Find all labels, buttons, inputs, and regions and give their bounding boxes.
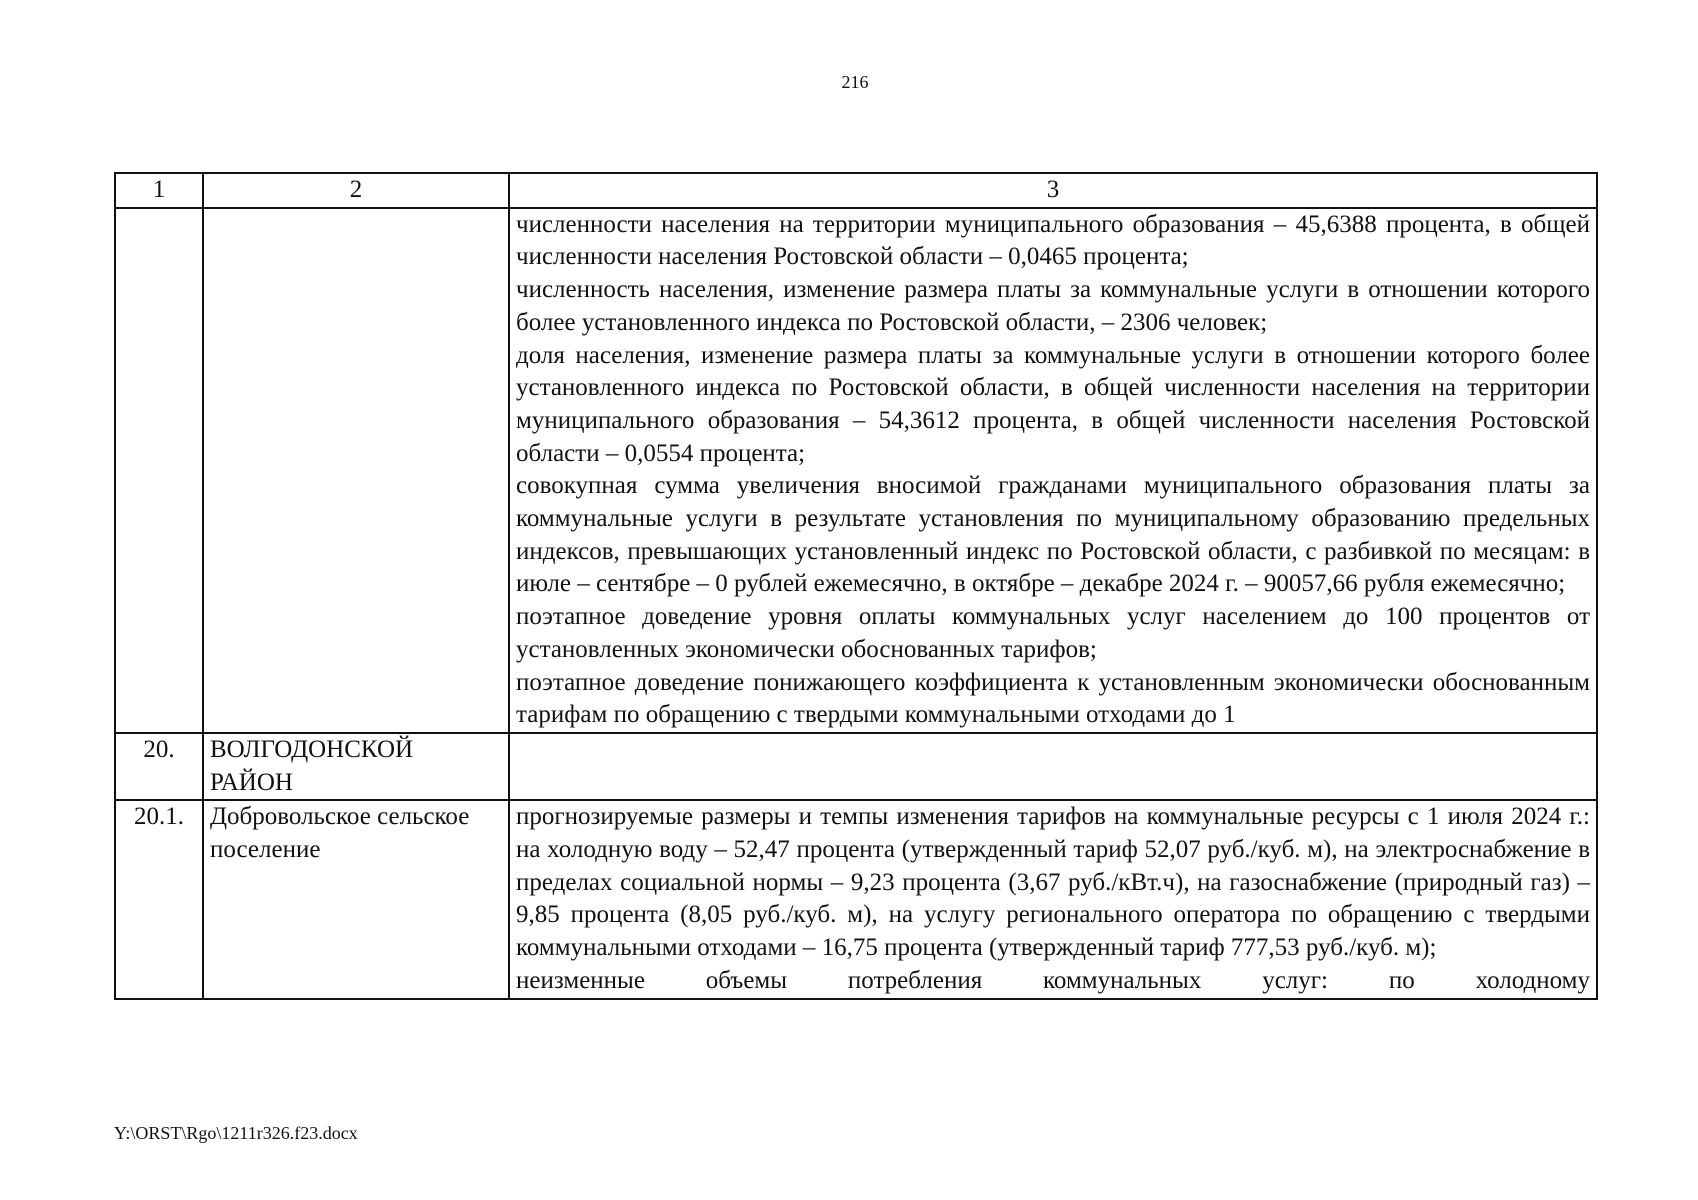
column-header-3: 3 (509, 173, 1597, 208)
district-text (509, 733, 1597, 800)
paragraph: совокупная сумма увеличения вносимой гражданами муниципального образования платы за коммунальные услуги в результате установления по муниципальному образованию предельных индексов, превышающих установленный индекс по Ростовской области, с разбивкой по месяцам: в июле – сентябре – 0 рублей ежемесячно, в октябре – декабре 2024 г. – 90057,66 рубля ежемесячно; (516, 472, 1590, 598)
paragraph: поэтапное доведение понижающего коэффициента к установленным экономически обоснованным тарифам по обращению с твердыми коммунальными отходами до 1 (516, 668, 1590, 729)
table-header-row (115, 173, 1597, 208)
paragraph: неизменные объемы потребления коммунальных услуг: по холодному (516, 966, 1590, 994)
table-row-continuation (115, 208, 1597, 733)
page-number: 216 (841, 72, 869, 92)
district-number: 20. (115, 733, 203, 800)
settlement-text-cell (509, 800, 1597, 998)
paragraph: прогнозируемые размеры и темпы изменения тарифов на коммунальные ресурсы с 1 июля 2024 г.: на холодную воду – 52,47 процента (утвержденный тариф 52,07 руб./куб. м), на электроснабжение в пределах социальной нормы – 9,23 процента (3,67 руб./кВт.ч), на газоснабжение (природный газ) – 9,85 процента (8,05 руб./куб. м), на услугу регионального оператора по обращению с твердыми коммунальными отходами – 16,75 процента (утвержденный тариф 777,53 руб./куб. м); (516, 803, 1590, 962)
settlement-number: 20.1. (115, 800, 203, 998)
document-table (114, 172, 1598, 1000)
paragraph: доля населения, изменение размера платы за коммунальные услуги в отношении которого более установленного индекса по Ростовской области, в общей численности населения на территории муниципального образования – 54,3612 процента, в общей численности населения Ростовской области – 0,0554 процента; (516, 341, 1590, 467)
table-row-district (115, 733, 1597, 800)
paragraph: численность населения, изменение размера платы за коммунальные услуги в отношении которого более установленного индекса по Ростовской области, – 2306 человек; (516, 276, 1590, 336)
paragraph: поэтапное доведение уровня оплаты коммунальных услуг населением до 100 процентов от установленных экономически обоснованных тарифов; (516, 603, 1590, 663)
table-row-settlement (115, 800, 1597, 998)
column-header-1: 1 (115, 173, 203, 208)
footer-file-path: Y:\ORST\Rgo\1211r326.f23.docx (114, 1123, 358, 1143)
settlement-name: Добровольское сельское поселение (203, 800, 509, 998)
paragraph: численности населения на территории муниципального образования – 45,6388 процента, в общей численности населения Ростовской области – 0,0465 процента; (516, 210, 1590, 271)
row-text-cell (509, 208, 1597, 733)
row-name-cell (203, 208, 509, 733)
column-header-2: 2 (203, 173, 509, 208)
row-number-cell (115, 208, 203, 733)
district-name: ВОЛГОДОНСКОЙ РАЙОН (203, 733, 509, 800)
